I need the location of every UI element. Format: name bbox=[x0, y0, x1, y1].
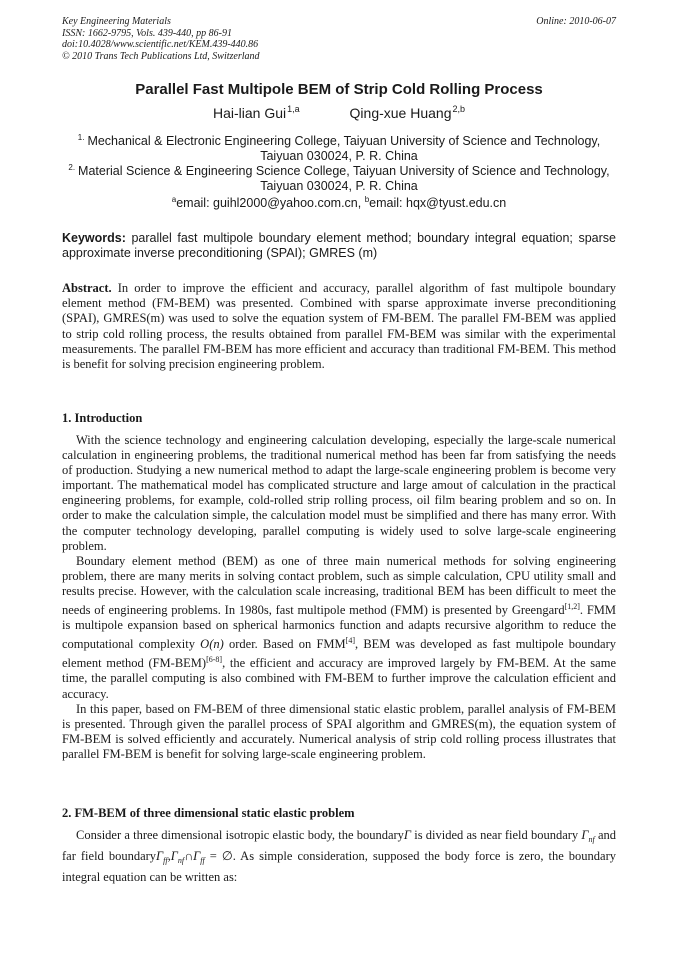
intersect-symbol: ∩ bbox=[184, 849, 194, 863]
gamma-symbol: Γ bbox=[193, 849, 201, 863]
citation: [4] bbox=[345, 636, 355, 646]
paragraph: Consider a three dimensional isotropic elastic body, the boundaryΓ is divided as near field boundary $\Gamma_{nf}$ and far field $boundary\Gamma_{ff},\Gamma_{nf}\cap\Gamma_{ff}$ = ∅. As simple consideration, supposed the body force is zero, the boundary integral equation can be written as: bbox=[62, 828, 617, 884]
citation: [1,2] bbox=[564, 602, 580, 612]
author-1 bbox=[213, 104, 300, 121]
section-heading: 1. Introduction bbox=[62, 411, 143, 425]
subscript-ff: ff bbox=[163, 856, 168, 865]
affiliation-2 bbox=[62, 160, 616, 194]
journal-name: Key Engineering Materials bbox=[62, 16, 171, 27]
email-b: email: hqx@tyust.edu.cn bbox=[369, 196, 507, 210]
email-mark: b bbox=[364, 195, 370, 204]
doi-line: doi:10.4028/www.scientific.net/KEM.439-440.86 bbox=[62, 39, 259, 50]
email-a: email: guihl2000@yahoo.com.cn, bbox=[176, 196, 362, 210]
paragraph: Boundary element method (BEM) as one of three main numerical methods for solving engineering problem, there are many merits in solving contact problem, such as simple calculation, CPU utility small and results precise. However, with the calculation scale increasing, traditional BEM has been difficult to meet the needs of engineering problems. In 1980s, fast multipole method (FMM) is presented by Greengard[1,2]. FMM is multipole expansion based on spherical harmonics function and adapts recursive algorithm to reduce the computational complexity O(n) order. Based on FMM[4], BEM was developed as fast multipole boundary element method (FM-BEM)[6-8], the efficient and accuracy are improved largely by FM-BEM. At the same time, the parallel computing is also combined with FM-BEM to further improve the calculation efficient and accuracy. bbox=[62, 553, 617, 701]
author-sup: 2,b bbox=[452, 104, 465, 114]
affiliation-line: Mechanical & Electronic Engineering College, Taiyuan University of Science and Technology, bbox=[87, 134, 601, 148]
author-name: Qing-xue Huang bbox=[349, 105, 452, 121]
subscript-nf: nf bbox=[177, 856, 185, 865]
paper-title: Parallel Fast Multipole BEM of Strip Cold Rolling Process bbox=[135, 81, 543, 98]
email-line bbox=[62, 195, 616, 210]
author-2 bbox=[350, 104, 465, 121]
affiliation-line: Material Science & Engineering Science College, Taiyuan University of Science and Technology, bbox=[78, 164, 610, 178]
abstract-text: In order to improve the efficient and accuracy, parallel algorithm of fast multipole boundary element method (FM-BEM) was presented. Combined with sparse approximate inverse preconditioning (SPAI), GMRES(m) was used to solve the equation system of FM-BEM. The parallel FM-BEM was applied to strip cold rolling process, the results obtained from parallel FM-BEM was similar with the experimental measurements. The parallel FM-BEM has more efficient and accuracy than traditional FM-BEM. This method is benefit for solving precision engineering problem. bbox=[62, 281, 616, 372]
affiliation-mark: 2. bbox=[68, 163, 76, 172]
gamma-symbol: Γ bbox=[170, 849, 178, 863]
section-body bbox=[62, 827, 616, 885]
journal-header bbox=[62, 16, 616, 62]
keywords-label: Keywords: bbox=[62, 231, 126, 245]
paragraph: In this paper, based on FM-BEM of three dimensional static elastic problem, parallel analysis of FM-BEM is presented. Through given the parallel process of SPAI algorithm and GMRES(m), the equation system of FM-BEM is solved efficiently and accurately. Numerical analysis of strip cold rolling process illustrates that parallel FM-BEM is benefit for solving large-scale engineering problem. bbox=[62, 701, 616, 761]
gamma-symbol: Γ bbox=[581, 828, 589, 842]
author-list bbox=[62, 104, 616, 121]
section-body bbox=[62, 433, 616, 762]
citation: [6-8] bbox=[206, 655, 223, 665]
abstract-block bbox=[62, 281, 616, 372]
keywords-text: parallel fast multipole boundary element method; boundary integral equation; sparse approximate inverse preconditioning (SPAI); GMRES (m) bbox=[62, 231, 616, 260]
subscript-ff: ff bbox=[200, 856, 205, 865]
section-heading: 2. FM-BEM of three dimensional static elastic problem bbox=[62, 806, 355, 820]
affiliation-line: Taiyuan 030024, P. R. China bbox=[260, 179, 418, 193]
affiliation-line: Taiyuan 030024, P. R. China bbox=[260, 149, 418, 163]
affiliation-mark: 1. bbox=[77, 133, 85, 142]
issn-line: ISSN: 1662-9795, Vols. 439-440, pp 86-91 bbox=[62, 27, 232, 39]
paragraph: With the science technology and engineering calculation developing, especially the large-scale numerical calculation in engineering problems, the traditional numerical method has been far from satisfying the needs of production. Studying a new numerical method to adapt the large-scale engineering problem is become very important. The mathematical model has complicated structure and large amout of calculation in the practical engineering problems, for example, cold-rolled strip rolling process, oil film bearing problem and so on. In order to make the calculation simple, the calculation model must be simplified and there has many error. With the computer technology developing, parallel computing is widely used to solve large-scale engineering problem. bbox=[62, 433, 616, 553]
subscript-nf: nf bbox=[588, 835, 595, 844]
keywords-block bbox=[62, 231, 616, 261]
copyright-line: © 2010 Trans Tech Publications Ltd, Switzerland bbox=[62, 50, 260, 62]
abstract-label: Abstract. bbox=[62, 281, 112, 295]
complexity-formula: O(n) bbox=[200, 637, 224, 652]
author-name: Hai-lian Gui bbox=[212, 105, 287, 121]
empty-set: = ∅ bbox=[209, 849, 233, 863]
gamma-symbol: Γ bbox=[403, 828, 412, 842]
author-sup: 1,a bbox=[287, 104, 300, 114]
gamma-symbol: Γ bbox=[156, 849, 164, 863]
email-mark: a bbox=[171, 195, 177, 204]
online-date: Online: 2010-06-07 bbox=[536, 16, 616, 27]
affiliation-1 bbox=[62, 130, 616, 164]
